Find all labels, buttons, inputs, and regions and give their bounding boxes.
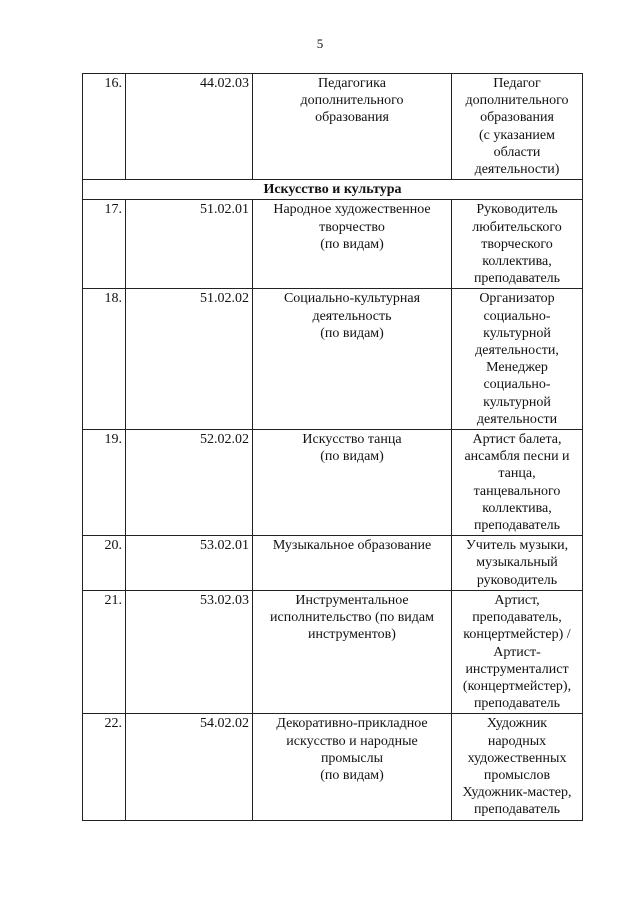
row-number: 21. xyxy=(83,590,126,713)
table-row xyxy=(83,200,583,289)
qualification-line: Руководитель xyxy=(476,202,558,218)
specialty-name-line: образования xyxy=(315,110,389,126)
qualification-line: преподаватель xyxy=(473,802,561,818)
specialty-name-line: творчество xyxy=(319,219,385,235)
qualification-line: руководитель xyxy=(476,572,558,588)
qualification-line: преподаватель, xyxy=(472,610,562,626)
qualification-line: Организатор xyxy=(479,291,555,307)
row-number: 18. xyxy=(83,289,126,430)
specialty-name-line: искусство и народные xyxy=(286,733,418,749)
qualification-line: танцевального xyxy=(473,483,561,499)
specialty-name-line: Народное художественное xyxy=(273,202,431,218)
section-title: Искусство и культура xyxy=(83,180,583,200)
specialty-name xyxy=(253,74,452,180)
table-row xyxy=(83,289,583,430)
qualification-line: ансамбля песни и xyxy=(464,449,570,465)
qualification-line: культурной xyxy=(483,325,551,341)
qualification-line: области xyxy=(493,144,541,160)
specialty-name-line: Социально-культурная xyxy=(283,291,421,307)
row-number: 16. xyxy=(83,74,126,180)
qualification xyxy=(452,714,583,820)
row-number: 19. xyxy=(83,430,126,536)
qualification-line: образования xyxy=(480,110,554,126)
table-row xyxy=(83,536,583,591)
row-number: 17. xyxy=(83,200,126,289)
specialty-code: 44.02.03 xyxy=(126,74,253,180)
specialty-name xyxy=(253,430,452,536)
row-number: 20. xyxy=(83,536,126,591)
specialty-name-line: (по видам) xyxy=(320,767,384,783)
qualification-line: (с указанием xyxy=(479,127,555,143)
qualification xyxy=(452,74,583,180)
specialty-name-line: деятельность xyxy=(312,308,392,324)
specialty-name xyxy=(253,289,452,430)
qualification-line: преподаватель xyxy=(473,518,561,534)
qualification-line: Артист- xyxy=(493,644,541,660)
table-body xyxy=(83,74,583,821)
qualification xyxy=(452,536,583,591)
qualification-line: Художник xyxy=(486,716,548,732)
qualification-line: преподаватель xyxy=(473,696,561,712)
qualification-line: народных xyxy=(487,733,547,749)
specialty-name xyxy=(253,590,452,713)
qualification-line: Художник-мастер, xyxy=(462,785,572,801)
specialty-name-line: Педагогика xyxy=(318,76,386,91)
qualification-line: творческого xyxy=(481,236,553,252)
specialty-code: 52.02.02 xyxy=(126,430,253,536)
qualification xyxy=(452,430,583,536)
qualification-line: коллектива, xyxy=(482,500,552,516)
section-row xyxy=(83,180,583,200)
qualification-line: деятельности, xyxy=(475,343,559,359)
specialty-code: 53.02.01 xyxy=(126,536,253,591)
qualification-line: культурной xyxy=(483,394,551,410)
qualification-line: Педагог xyxy=(493,76,541,91)
specialty-name-line: промыслы xyxy=(320,750,384,766)
specialty-name-line: (по видам) xyxy=(320,325,384,341)
qualification-line: художественных xyxy=(467,750,567,766)
qualification-line: деятельности) xyxy=(474,162,560,178)
page-number: 5 xyxy=(316,36,324,51)
qualification-line: деятельности xyxy=(476,411,558,427)
specialty-name-line: инструментов) xyxy=(308,627,396,643)
specialty-name-line: Музыкальное образование xyxy=(272,538,432,554)
specialty-name-line: дополнительного xyxy=(300,93,404,109)
qualification-line: социально- xyxy=(483,308,551,324)
qualification-line: музыкальный xyxy=(476,555,558,571)
specialty-code: 51.02.02 xyxy=(126,289,253,430)
qualification-line: танца, xyxy=(498,466,536,482)
qualification xyxy=(452,590,583,713)
qualification-line: инструменталист xyxy=(465,661,569,677)
specialty-name-line: Инструментальное xyxy=(295,592,409,608)
specialty-name xyxy=(253,536,452,591)
qualification xyxy=(452,289,583,430)
qualification-line: промыслов xyxy=(483,767,551,783)
qualification-line: (концертмейстер), xyxy=(462,678,572,694)
qualification-line: Артист балета, xyxy=(472,432,562,448)
qualification-line: концертмейстер) / xyxy=(463,627,571,643)
qualification-line: преподаватель xyxy=(473,271,561,287)
specialty-code: 53.02.03 xyxy=(126,590,253,713)
table-row xyxy=(83,74,583,180)
specialty-name xyxy=(253,200,452,289)
table-row xyxy=(83,714,583,820)
specialty-name-line: Искусство танца xyxy=(302,432,402,448)
qualification xyxy=(452,200,583,289)
specialty-name-line: (по видам) xyxy=(320,236,384,252)
qualification-line: Менеджер xyxy=(486,360,548,376)
qualification-line: коллектива, xyxy=(482,254,552,270)
table-row xyxy=(83,590,583,713)
specialty-code: 51.02.01 xyxy=(126,200,253,289)
specialty-name xyxy=(253,714,452,820)
qualification-line: любительского xyxy=(472,219,562,235)
qualification-line: Артист, xyxy=(494,592,540,608)
specialty-name-line: (по видам) xyxy=(320,449,384,465)
row-number: 22. xyxy=(83,714,126,820)
specialties-table xyxy=(82,73,583,821)
specialty-name-line: исполнительство (по видам xyxy=(270,610,434,626)
qualification-line: дополнительного xyxy=(465,93,569,109)
qualification-line: Учитель музыки, xyxy=(465,538,569,554)
specialty-code: 54.02.02 xyxy=(126,714,253,820)
table-row xyxy=(83,430,583,536)
specialty-name-line: Декоративно-прикладное xyxy=(276,716,428,732)
qualification-line: социально- xyxy=(483,377,551,393)
